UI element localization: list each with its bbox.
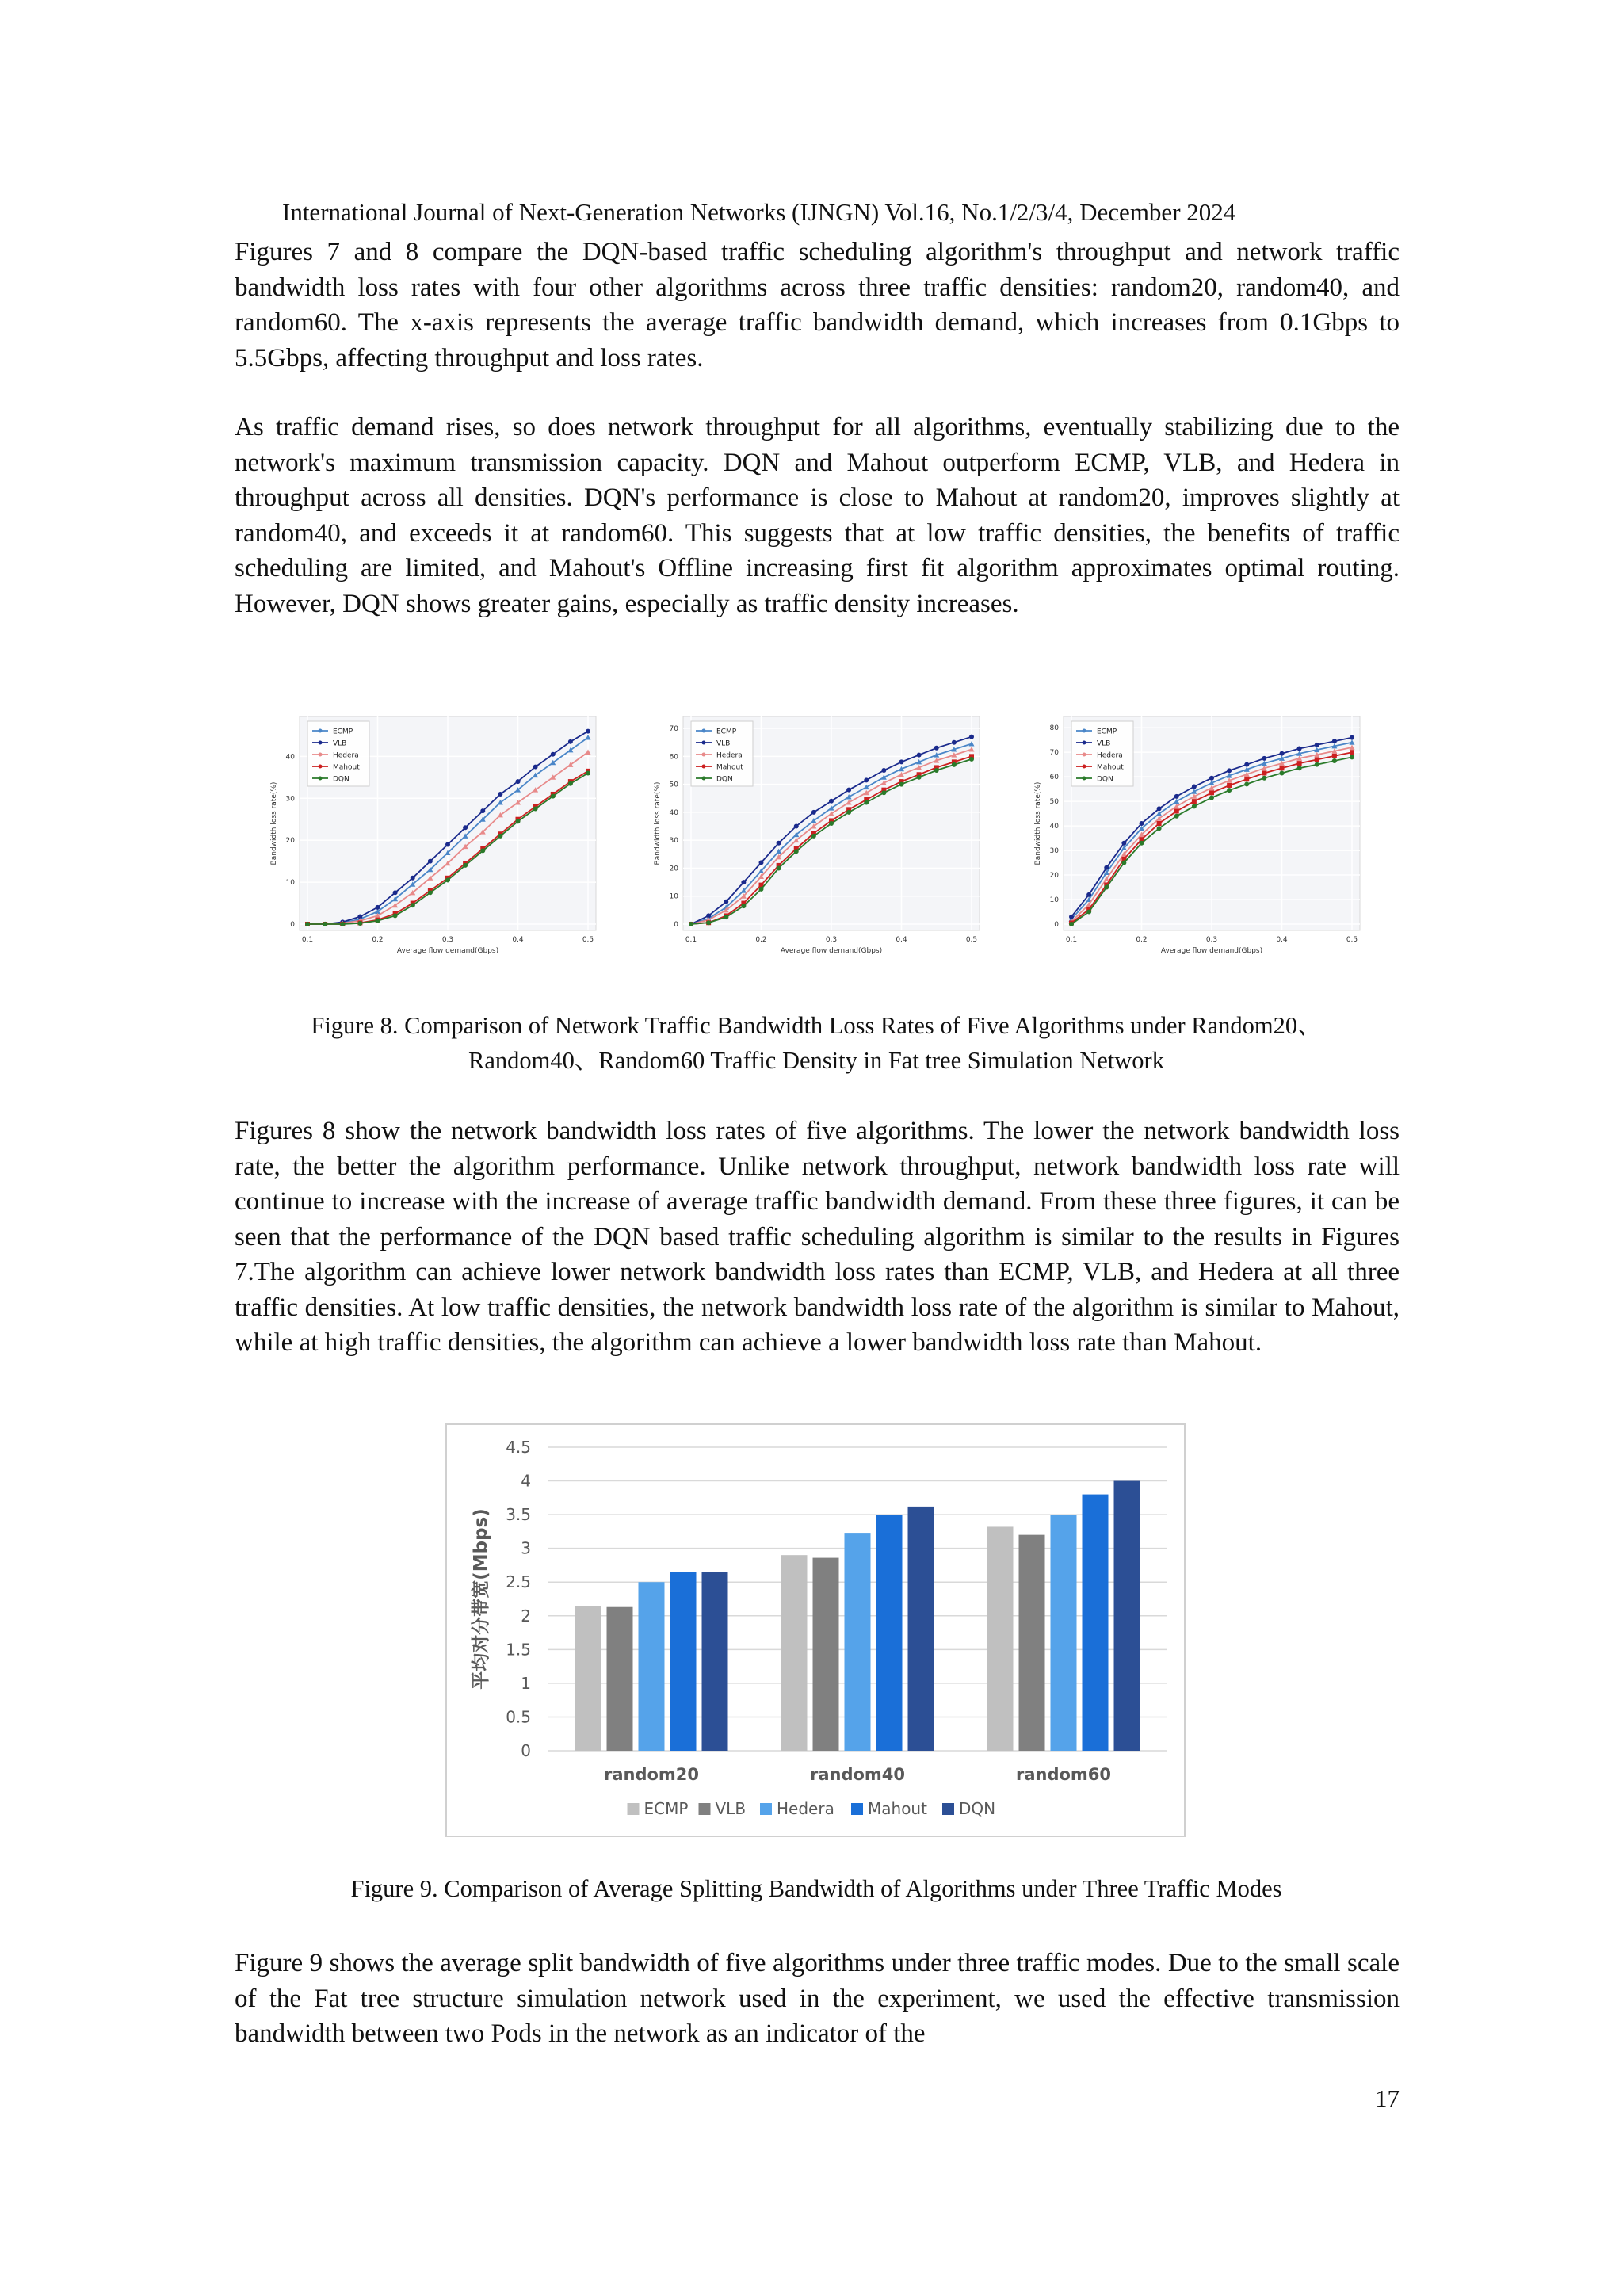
y-tick-label: 10 (285, 879, 295, 888)
legend-marker-vlb (702, 741, 706, 745)
legend-label-vlb: VLB (715, 1799, 747, 1818)
x-tick-label: 0.1 (301, 936, 314, 944)
paragraph-intro: Figures 7 and 8 compare the DQN-based traffic scheduling algorithm's throughput and network traffic bandwidth loss rates with four other algorithms across three traffic densities: random20, random40, and random60. The x-axis represents the average traffic bandwidth demand, which increases from 0.1Gbps to 5.5Gbps, affecting throughput and loss rates. (235, 238, 1400, 372)
y-axis-label: Bandwidth loss rate(%) (270, 781, 278, 865)
data-point-vlb (899, 759, 904, 764)
x-axis-label: Average flow demand(Gbps) (780, 947, 883, 955)
legend-swatch-mahout (851, 1803, 863, 1815)
data-point-dqn (463, 863, 468, 868)
data-point-vlb (445, 842, 450, 846)
y-tick-label: 3 (521, 1538, 531, 1558)
legend-label-vlb: VLB (716, 739, 731, 748)
data-point-dqn (689, 922, 693, 926)
legend-marker-dqn (702, 777, 706, 781)
y-tick-label: 70 (669, 725, 678, 734)
legend-marker-dqn (319, 777, 323, 781)
data-point-dqn (428, 890, 433, 895)
paragraph-throughput: As traffic demand rises, so does network throughput for all algorithms, eventually stabilizing due to the network's maximum transmission capacity. DQN and Mahout outperform ECMP, VLB, and Hedera in throughput across all densities. DQN's performance is close to Mahout at random20, improves slightly at random40, and exceeds it at random60. This suggests that at low traffic densities, the benefits of traffic scheduling are limited, and Mahout's Offline increasing first fit algorithm approximates optimal routing. However, DQN shows greater gains, especially as traffic density increases. (235, 413, 1400, 618)
y-tick-label: 40 (1049, 823, 1059, 831)
loss-rate-chart-random20 (258, 704, 610, 965)
data-point-dqn (1297, 766, 1302, 770)
legend-marker-dqn (1083, 777, 1086, 781)
data-point-mahout (1280, 766, 1285, 770)
data-point-vlb (724, 900, 728, 904)
legend-marker-vlb (1083, 741, 1086, 745)
legend-marker-mahout (1083, 765, 1086, 769)
y-tick-label: 30 (669, 837, 678, 846)
y-tick-label: 50 (669, 781, 678, 789)
data-point-vlb (1350, 735, 1354, 740)
bar-vlb-random60 (1019, 1535, 1045, 1751)
data-point-dqn (1192, 804, 1197, 808)
data-point-vlb (1227, 768, 1232, 773)
data-point-dqn (586, 771, 590, 776)
data-point-vlb (568, 739, 573, 744)
y-tick-label: 10 (669, 892, 678, 901)
data-point-dqn (934, 768, 939, 773)
data-point-dqn (777, 865, 781, 870)
paragraph-loss-rate: Figures 8 show the network bandwidth loss rates of five algorithms. The lower the network bandwidth loss rate, the better the algorithm performance. Unlike network throughput, network bandwidth loss rate will continue to increase with the increase of average traffic bandwidth demand. From these three figures, it can be seen that the performance of the DQN based traffic scheduling algorithm is similar to the results in Figures 7.The algorithm can achieve lower network bandwidth loss rates than ECMP, VLB, and Hedera at all three traffic densities. At low traffic densities, the network bandwidth loss rate of the algorithm is similar to Mahout, while at high traffic densities, the algorithm can achieve a lower bandwidth loss rate than Mahout. (235, 1117, 1400, 1357)
y-tick-label: 3.5 (506, 1505, 531, 1525)
y-tick-label: 20 (285, 837, 295, 846)
legend-marker-vlb (319, 741, 323, 745)
loss-rate-chart-random60 (1022, 704, 1374, 965)
data-point-dqn (741, 904, 746, 908)
bar-dqn-random60 (1114, 1481, 1140, 1751)
data-point-dqn (1332, 758, 1337, 763)
legend-label-hedera: Hedera (1097, 751, 1123, 760)
data-point-dqn (516, 819, 521, 823)
data-point-dqn (498, 834, 502, 839)
x-tick-label: 0.5 (965, 936, 978, 944)
legend-marker-mahout (319, 765, 323, 769)
data-point-vlb (1244, 762, 1249, 767)
y-tick-label: 10 (1049, 896, 1059, 905)
y-tick-label: 40 (669, 808, 678, 817)
journal-header: International Journal of Next-Generation Networks (IJNGN) Vol.16, No.1/2/3/4, December 2024 (282, 198, 1236, 226)
x-axis-label: Average flow demand(Gbps) (1160, 947, 1263, 955)
x-tick-label: 0.1 (1065, 936, 1078, 944)
data-point-vlb (1157, 806, 1162, 811)
data-point-dqn (952, 762, 957, 767)
data-point-dqn (411, 903, 415, 907)
data-point-vlb (586, 729, 590, 734)
legend-label-ecmp: ECMP (716, 728, 737, 736)
data-point-vlb (480, 808, 485, 813)
x-category-label: random60 (1015, 1765, 1112, 1784)
data-point-dqn (551, 794, 556, 799)
legend-label-vlb: VLB (333, 739, 347, 748)
bar-dqn-random40 (908, 1507, 934, 1751)
data-point-dqn (1262, 776, 1266, 781)
legend-swatch-vlb (699, 1803, 711, 1815)
data-point-dqn (323, 922, 327, 926)
data-point-dqn (881, 790, 886, 795)
data-point-vlb (516, 779, 521, 784)
bar-vlb-random20 (607, 1607, 633, 1751)
legend-label-mahout: Mahout (1097, 763, 1124, 772)
bar-mahout-random40 (876, 1515, 903, 1751)
data-point-dqn (1069, 922, 1074, 926)
data-point-dqn (706, 920, 711, 925)
data-point-dqn (340, 922, 345, 926)
legend-swatch-ecmp (628, 1803, 640, 1815)
legend-swatch-dqn (942, 1803, 954, 1815)
bar-dqn-random20 (702, 1572, 728, 1751)
data-point-dqn (533, 806, 538, 811)
data-point-dqn (1315, 762, 1319, 767)
data-point-vlb (1280, 751, 1285, 756)
data-point-mahout (1157, 821, 1162, 826)
bar-mahout-random60 (1083, 1495, 1109, 1751)
data-point-vlb (741, 880, 746, 884)
data-point-dqn (969, 757, 974, 762)
bar-hedera-random40 (845, 1533, 871, 1751)
x-tick-label: 0.5 (582, 936, 594, 944)
data-point-vlb (1174, 794, 1179, 799)
data-point-dqn (1209, 795, 1214, 800)
data-point-vlb (952, 740, 957, 745)
data-point-dqn (1227, 788, 1232, 793)
y-tick-label: 0 (1054, 921, 1059, 929)
data-point-vlb (1332, 739, 1337, 743)
data-point-dqn (305, 922, 310, 926)
data-point-vlb (777, 841, 781, 846)
data-point-dqn (794, 849, 799, 854)
y-tick-label: 20 (669, 865, 678, 873)
x-tick-label: 0.2 (755, 936, 767, 944)
x-tick-label: 0.1 (685, 936, 697, 944)
data-point-mahout (1332, 754, 1337, 758)
bar-ecmp-random20 (575, 1606, 601, 1751)
legend-label-dqn: DQN (959, 1799, 996, 1818)
y-tick-label: 50 (1049, 798, 1059, 807)
y-tick-label: 1.5 (506, 1640, 531, 1660)
data-point-vlb (1297, 747, 1302, 751)
data-point-vlb (376, 905, 380, 910)
x-tick-label: 0.3 (1205, 936, 1218, 944)
data-point-vlb (1315, 743, 1319, 747)
data-point-dqn (445, 877, 450, 882)
y-tick-label: 30 (1049, 847, 1059, 856)
data-point-vlb (1140, 821, 1144, 826)
y-tick-label: 4 (521, 1471, 531, 1491)
y-tick-label: 80 (1049, 724, 1059, 733)
data-point-dqn (1244, 781, 1249, 786)
data-point-vlb (864, 777, 869, 782)
data-point-vlb (794, 824, 799, 829)
bar-hedera-random60 (1051, 1515, 1077, 1751)
data-point-dqn (899, 782, 904, 787)
y-tick-label: 2 (521, 1606, 531, 1626)
legend-marker-hedera (702, 753, 706, 757)
data-point-mahout (1244, 777, 1249, 781)
data-point-dqn (1280, 771, 1285, 776)
legend-label-hedera: Hedera (333, 751, 359, 760)
data-point-dqn (357, 921, 362, 926)
data-point-vlb (428, 859, 433, 864)
data-point-dqn (1140, 841, 1144, 846)
x-tick-label: 0.4 (512, 936, 524, 944)
data-point-vlb (917, 753, 922, 758)
x-tick-label: 0.2 (1136, 936, 1148, 944)
data-point-mahout (1174, 809, 1179, 814)
data-point-vlb (463, 825, 468, 830)
legend-label-ecmp: ECMP (643, 1799, 689, 1818)
legend-marker-hedera (319, 753, 323, 757)
y-axis-label: 平均对分带宽(Mbps) (471, 1508, 491, 1690)
data-point-dqn (1157, 826, 1162, 831)
bar-ecmp-random40 (781, 1555, 808, 1751)
data-point-vlb (1192, 785, 1197, 789)
data-point-vlb (812, 810, 816, 815)
data-point-vlb (551, 752, 556, 757)
data-point-dqn (759, 887, 764, 892)
legend-label-mahout: Mahout (333, 763, 360, 772)
x-tick-label: 0.2 (372, 936, 384, 944)
y-tick-label: 0 (290, 921, 295, 929)
y-tick-label: 0 (674, 921, 678, 929)
data-point-vlb (411, 876, 415, 881)
legend-marker-hedera (1083, 753, 1086, 757)
legend-label-mahout: Mahout (716, 763, 743, 772)
data-point-dqn (812, 834, 816, 839)
data-point-vlb (1121, 841, 1126, 846)
bar-ecmp-random60 (987, 1526, 1014, 1751)
data-point-dqn (846, 810, 851, 815)
data-point-mahout (1227, 783, 1232, 788)
x-tick-label: 0.3 (441, 936, 454, 944)
y-tick-label: 60 (669, 753, 678, 762)
data-point-dqn (829, 821, 834, 826)
legend-marker-mahout (702, 765, 706, 769)
legend-marker-ecmp (702, 729, 706, 733)
x-tick-label: 0.3 (825, 936, 838, 944)
y-tick-label: 40 (285, 753, 295, 762)
legend-swatch-hedera (760, 1803, 772, 1815)
data-point-dqn (864, 800, 869, 805)
y-tick-label: 4.5 (506, 1438, 531, 1457)
legend-marker-ecmp (1083, 729, 1086, 733)
data-point-vlb (881, 768, 886, 773)
y-tick-label: 0.5 (506, 1707, 531, 1727)
data-point-mahout (1297, 761, 1302, 766)
data-point-mahout (1262, 771, 1266, 776)
x-axis-label: Average flow demand(Gbps) (396, 947, 499, 955)
data-point-dqn (1121, 861, 1126, 865)
data-point-vlb (969, 735, 974, 739)
data-point-dqn (376, 919, 380, 923)
data-point-vlb (393, 890, 398, 895)
data-point-vlb (934, 746, 939, 751)
data-point-vlb (1069, 915, 1074, 919)
legend-label-dqn: DQN (1097, 775, 1113, 784)
data-point-dqn (1174, 814, 1179, 819)
legend-label-ecmp: ECMP (1097, 728, 1117, 736)
data-point-dqn (724, 915, 728, 919)
legend-label-mahout: Mahout (868, 1799, 927, 1818)
bar-vlb-random40 (813, 1558, 839, 1751)
x-category-label: random40 (809, 1765, 906, 1784)
x-tick-label: 0.4 (1276, 936, 1288, 944)
data-point-vlb (1086, 892, 1091, 897)
y-tick-label: 30 (285, 795, 295, 804)
y-tick-label: 20 (1049, 872, 1059, 881)
data-point-dqn (568, 781, 573, 786)
data-point-mahout (1209, 790, 1214, 795)
data-point-vlb (533, 765, 538, 770)
data-point-dqn (393, 913, 398, 918)
y-tick-label: 0 (521, 1741, 531, 1760)
data-point-vlb (1104, 865, 1109, 870)
data-point-vlb (829, 799, 834, 804)
legend-label-ecmp: ECMP (333, 728, 353, 736)
y-axis-label: Bandwidth loss rate(%) (1034, 781, 1042, 865)
figure-8-caption (214, 1008, 1419, 1078)
page-number: 17 (1375, 2084, 1400, 2112)
data-point-dqn (1104, 885, 1109, 890)
paragraph-split-bandwidth: Figure 9 shows the average split bandwidth of five algorithms under three traffic modes. Due to the small scale of the Fat tree structure simulation network used in the experiment, we used the effective transmission bandwidth between two Pods in the network as an indicator of the (235, 1949, 1400, 2048)
data-point-vlb (846, 788, 851, 793)
y-tick-label: 2.5 (506, 1572, 531, 1592)
legend-label-vlb: VLB (1097, 739, 1111, 748)
figure-9-caption: Figure 9. Comparison of Average Splitting Bandwidth of Algorithms under Three Traffic Modes (350, 1875, 1282, 1902)
data-point-dqn (917, 775, 922, 780)
y-tick-label: 60 (1049, 774, 1059, 782)
y-tick-label: 70 (1049, 749, 1059, 758)
data-point-dqn (1350, 755, 1354, 759)
legend-label-dqn: DQN (716, 775, 733, 784)
data-point-vlb (1262, 756, 1266, 761)
legend-label-hedera: Hedera (716, 751, 743, 760)
bar-hedera-random20 (639, 1582, 665, 1751)
legend-label-hedera: Hedera (777, 1799, 834, 1818)
data-point-vlb (759, 860, 764, 865)
data-point-dqn (480, 848, 485, 853)
y-tick-label: 1 (521, 1673, 531, 1693)
x-category-label: random20 (603, 1765, 700, 1784)
legend-marker-ecmp (319, 729, 323, 733)
bar-mahout-random20 (670, 1572, 697, 1751)
y-axis-label: Bandwidth loss rate(%) (654, 781, 662, 865)
x-tick-label: 0.5 (1346, 936, 1358, 944)
data-point-dqn (1086, 910, 1091, 915)
loss-rate-chart-random40 (642, 704, 994, 965)
data-point-mahout (1350, 750, 1354, 755)
x-tick-label: 0.4 (896, 936, 907, 944)
figure-8-caption-line1: Figure 8. Comparison of Network Traffic Bandwidth Loss Rates of Five Algorithms under Random20、 (311, 1012, 1322, 1039)
bisection-bandwidth-bar-chart (445, 1423, 1186, 1837)
data-point-vlb (1209, 776, 1214, 781)
legend-label-dqn: DQN (333, 775, 349, 784)
data-point-mahout (1315, 757, 1319, 762)
data-point-vlb (498, 792, 502, 797)
data-point-mahout (1192, 799, 1197, 804)
figure-8-caption-line2: Random40、Random60 Traffic Density in Fat tree Simulation Network (468, 1047, 1164, 1074)
